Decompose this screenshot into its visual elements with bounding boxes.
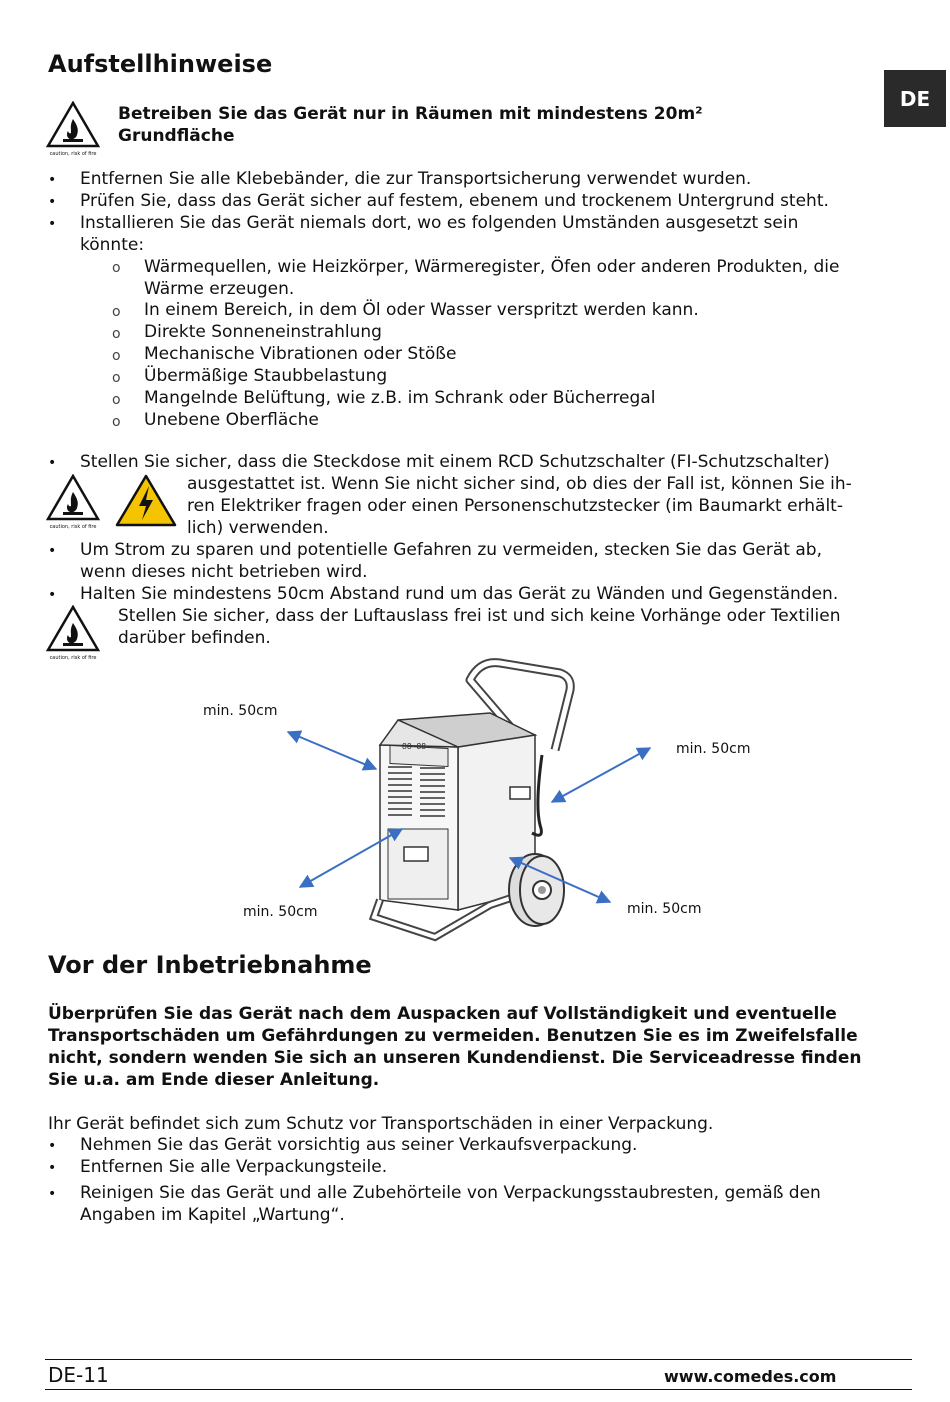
sub-bullet-marker: o xyxy=(112,414,121,430)
list-item: Prüfen Sie, dass das Gerät sicher auf festem, ebenem und trockenem Untergrund steht. xyxy=(80,191,829,211)
footer-top-rule xyxy=(45,1359,912,1360)
clearance-label: min. 50cm xyxy=(676,741,751,757)
electric-hazard-icon xyxy=(115,474,177,532)
bullet-marker: • xyxy=(48,543,57,559)
sub-bullet-marker: o xyxy=(112,392,121,408)
notice-line: Transportschäden um Gefährdungen zu vermeiden. Benutzen Sie es im Zweifelsfalle xyxy=(48,1026,858,1046)
fire-icon-caption: caution, risk of fire xyxy=(49,655,97,661)
list-item-continued: lich) verwenden. xyxy=(187,518,329,538)
warning-line: Grundfläche xyxy=(118,126,235,146)
notice-line: nicht, sondern wenden Sie sich an unseren Kundendienst. Die Serviceadresse finden xyxy=(48,1048,862,1068)
sub-bullet-marker: o xyxy=(112,304,121,320)
bullet-marker: • xyxy=(48,194,57,210)
bullet-marker: • xyxy=(48,587,57,603)
language-tab: DE xyxy=(884,70,946,127)
section-title: Vor der Inbetriebnahme xyxy=(48,951,372,979)
control-panel-display: 88 88 xyxy=(402,742,427,751)
footer-bottom-rule xyxy=(45,1389,912,1390)
bullet-marker: • xyxy=(48,1138,57,1154)
intro-text: Ihr Gerät befindet sich zum Schutz vor Transportschäden in einer Verpackung. xyxy=(48,1114,714,1134)
list-item-continued: Stellen Sie sicher, dass der Luftauslass frei ist und sich keine Vorhänge oder Textilien xyxy=(118,606,841,626)
bullet-marker: • xyxy=(48,1160,57,1176)
bullet-marker: • xyxy=(48,1186,57,1202)
sub-item: Direkte Sonneneinstrahlung xyxy=(144,322,382,342)
fire-warning-icon xyxy=(46,474,100,534)
sub-item: Mechanische Vibrationen oder Stöße xyxy=(144,344,457,364)
sub-item: Wärmequellen, wie Heizkörper, Wärmeregister, Öfen oder anderen Produkten, die xyxy=(144,257,840,277)
clearance-label: min. 50cm xyxy=(627,901,702,917)
clearance-label: min. 50cm xyxy=(203,703,278,719)
list-item-continued: Angaben im Kapitel „Wartung“. xyxy=(80,1205,345,1225)
sub-item: Übermäßige Staubbelastung xyxy=(144,366,388,386)
footer-url[interactable]: www.comedes.com xyxy=(664,1367,837,1386)
list-item: Stellen Sie sicher, dass die Steckdose mit einem RCD Schutzschalter (FI-Schutzschalter) xyxy=(80,452,830,472)
notice-line: Sie u.a. am Ende dieser Anleitung. xyxy=(48,1070,380,1090)
list-item-continued: wenn dieses nicht betrieben wird. xyxy=(80,562,368,582)
fire-icon-caption: caution, risk of fire xyxy=(49,151,97,157)
fire-warning-icon xyxy=(46,605,100,665)
page-number: DE-11 xyxy=(48,1363,109,1387)
list-item: Installieren Sie das Gerät niemals dort, wo es folgenden Umständen ausgesetzt sein xyxy=(80,213,799,233)
list-item: Um Strom zu sparen und potentielle Gefahren zu vermeiden, stecken Sie das Gerät ab, xyxy=(80,540,822,560)
list-item-continued: könnte: xyxy=(80,235,145,255)
warning-line: Betreiben Sie das Gerät nur in Räumen mit mindestens 20m² xyxy=(118,104,703,124)
sub-item-continued: Wärme erzeugen. xyxy=(144,279,295,299)
list-item: Halten Sie mindestens 50cm Abstand rund um das Gerät zu Wänden und Gegenständen. xyxy=(80,584,839,604)
list-item-continued: ren Elektriker fragen oder einen Personenschutzstecker (im Baumarkt erhält- xyxy=(187,496,843,516)
sub-item: Unebene Oberfläche xyxy=(144,410,319,430)
fire-icon-caption: caution, risk of fire xyxy=(49,524,97,530)
clearance-label: min. 50cm xyxy=(243,904,318,920)
list-item: Entfernen Sie alle Verpackungsteile. xyxy=(80,1157,388,1177)
sub-bullet-marker: o xyxy=(112,370,121,386)
list-item: Reinigen Sie das Gerät und alle Zubehörteile von Verpackungsstaubresten, gemäß den xyxy=(80,1183,821,1203)
notice-line: Überprüfen Sie das Gerät nach dem Auspacken auf Vollständigkeit und eventuelle xyxy=(48,1004,837,1024)
list-item-continued: darüber befinden. xyxy=(118,628,271,648)
list-item: Entfernen Sie alle Klebebänder, die zur Transportsicherung verwendet wurden. xyxy=(80,169,752,189)
bullet-marker: • xyxy=(48,216,57,232)
fire-warning-icon xyxy=(46,101,100,161)
section-title: Aufstellhinweise xyxy=(48,50,273,78)
bullet-marker: • xyxy=(48,455,57,471)
sub-bullet-marker: o xyxy=(112,260,121,276)
sub-bullet-marker: o xyxy=(112,326,121,342)
list-item: Nehmen Sie das Gerät vorsichtig aus seiner Verkaufsverpackung. xyxy=(80,1135,638,1155)
sub-item: Mangelnde Belüftung, wie z.B. im Schrank oder Bücherregal xyxy=(144,388,656,408)
sub-bullet-marker: o xyxy=(112,348,121,364)
list-item-continued: ausgestattet ist. Wenn Sie nicht sicher sind, ob dies der Fall ist, können Sie ih- xyxy=(187,474,852,494)
sub-item: In einem Bereich, in dem Öl oder Wasser verspritzt werden kann. xyxy=(144,300,699,320)
bullet-marker: • xyxy=(48,172,57,188)
